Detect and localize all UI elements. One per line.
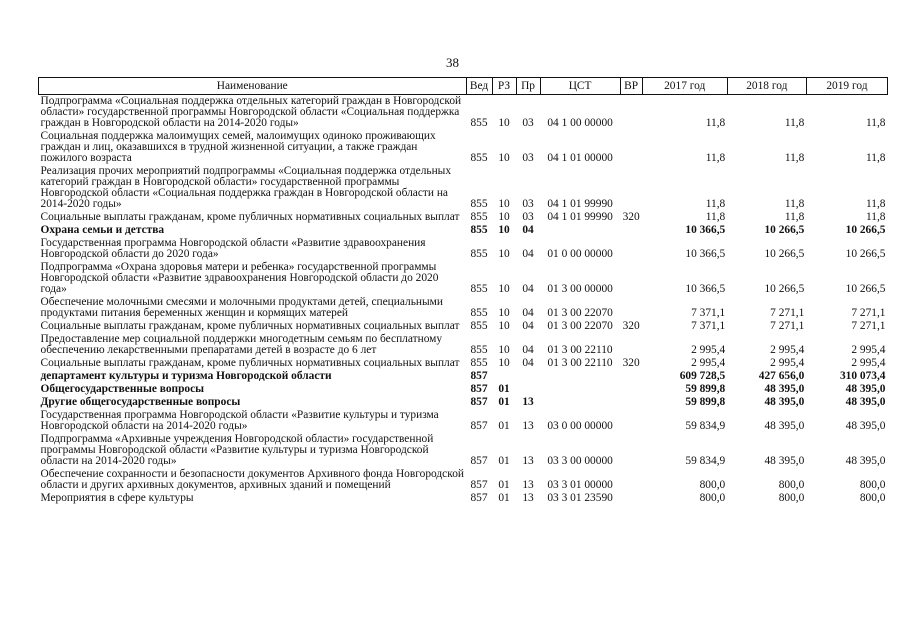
cell-ved: 855 — [470, 224, 488, 236]
cell-vr — [620, 492, 642, 505]
cell-rz: 10 — [498, 320, 510, 332]
cell-2018: 7 271,1 — [770, 320, 805, 332]
cell-2019: 48 395,0 — [845, 455, 886, 467]
cell-ved: 857 — [470, 479, 488, 491]
table-row — [39, 320, 888, 333]
cell-rz: 01 — [498, 383, 510, 395]
cell-rz: 10 — [498, 357, 510, 369]
cell-name: Подпрограмма «Архивные учреждения Новгородской области» государственной программы Новгородской области «Развитие культуры и туризма Новгородской области на 2014-2020 годы» — [40, 433, 434, 467]
cell-pr: 13 — [522, 492, 534, 504]
cell-cst — [540, 383, 620, 396]
cell-2019: 800,0 — [859, 492, 886, 504]
cell-2018: 48 395,0 — [764, 383, 805, 395]
cell-2017: 11,8 — [705, 117, 726, 129]
cell-rz: 01 — [498, 455, 510, 467]
cell-2017: 59 834,9 — [685, 455, 726, 467]
cell-ved: 855 — [470, 117, 488, 129]
cell-2019: 48 395,0 — [845, 420, 886, 432]
cell-cst: 01 3 00 22110 — [547, 344, 613, 356]
cell-ved: 855 — [470, 283, 488, 295]
cell-vr — [620, 433, 642, 468]
cell-2017: 7 371,1 — [691, 320, 726, 332]
cell-2018: 2 995,4 — [770, 344, 805, 356]
cell-name: Государственная программа Новгородской области «Развитие здравоохранения Новгородской области до 2020 года» — [40, 237, 426, 260]
table-row — [39, 261, 888, 296]
cell-ved: 855 — [470, 307, 488, 319]
cell-2018: 48 395,0 — [764, 455, 805, 467]
cell-2017: 10 366,5 — [685, 283, 726, 295]
cell-rz: 10 — [498, 211, 510, 223]
cell-pr: 03 — [522, 211, 534, 223]
cell-2018: 11,8 — [784, 198, 805, 210]
cell-2017: 10 366,5 — [685, 248, 726, 260]
cell-2019: 10 266,5 — [845, 283, 886, 295]
table-row — [39, 370, 888, 383]
header-name: Наименование — [39, 78, 467, 95]
cell-vr: 320 — [622, 357, 640, 369]
header-2019: 2019 год — [806, 78, 887, 95]
cell-cst: 03 3 01 00000 — [547, 479, 613, 491]
cell-name: Реализация прочих мероприятий подпрограммы «Социальная поддержка отдельных категорий граждан в Новгородской области» государственной программы Новгородской области «Социальная поддержка граждан в Новгородской области на 2014-2020 годы» — [40, 165, 452, 210]
cell-vr — [620, 370, 642, 383]
cell-2019: 2 995,4 — [851, 357, 886, 369]
cell-rz — [492, 370, 516, 383]
table-row — [39, 130, 888, 165]
cell-2017: 7 371,1 — [691, 307, 726, 319]
cell-2018: 48 395,0 — [764, 396, 805, 408]
cell-ved: 857 — [470, 455, 488, 467]
table-row — [39, 211, 888, 224]
cell-2017: 2 995,4 — [691, 357, 726, 369]
cell-2017: 800,0 — [699, 479, 726, 491]
cell-2018: 10 266,5 — [764, 283, 805, 295]
cell-cst: 04 1 01 99990 — [547, 198, 613, 210]
cell-ved: 857 — [470, 383, 488, 395]
cell-vr — [620, 261, 642, 296]
cell-rz: 10 — [498, 307, 510, 319]
cell-2018: 2 995,4 — [770, 357, 805, 369]
cell-cst: 04 1 00 00000 — [547, 117, 613, 129]
table-row — [39, 333, 888, 357]
cell-name: Другие общегосударственные вопросы — [40, 396, 241, 408]
cell-pr: 04 — [522, 320, 534, 332]
cell-vr — [620, 237, 642, 261]
cell-name: Охрана семьи и детства — [40, 224, 165, 236]
cell-rz: 10 — [498, 152, 510, 164]
cell-2018: 11,8 — [784, 211, 805, 223]
cell-vr: 320 — [622, 320, 640, 332]
cell-2017: 59 899,8 — [685, 396, 726, 408]
cell-2017: 800,0 — [699, 492, 726, 504]
cell-2019: 310 073,4 — [839, 370, 886, 382]
cell-2017: 59 834,9 — [685, 420, 726, 432]
cell-name: Мероприятия в сфере культуры — [40, 492, 194, 504]
cell-pr: 03 — [522, 152, 534, 164]
cell-rz: 01 — [498, 492, 510, 504]
cell-2018: 48 395,0 — [764, 420, 805, 432]
table-row — [39, 409, 888, 433]
cell-cst: 01 0 00 00000 — [547, 248, 613, 260]
cell-2019: 2 995,4 — [851, 344, 886, 356]
header-pr: Пр — [516, 78, 540, 95]
cell-name: Социальные выплаты гражданам, кроме публичных нормативных социальных выплат — [40, 320, 460, 332]
cell-ved: 857 — [470, 420, 488, 432]
cell-rz: 10 — [498, 344, 510, 356]
cell-pr: 03 — [522, 198, 534, 210]
table-row — [39, 237, 888, 261]
cell-rz: 01 — [498, 420, 510, 432]
cell-ved: 855 — [470, 357, 488, 369]
cell-2018: 10 266,5 — [764, 224, 805, 236]
cell-pr — [516, 370, 540, 383]
cell-name: Предоставление мер социальной поддержки многодетным семьям по бесплатному обеспечению лекарственными препаратами детей в возрасте до 6 лет — [40, 333, 443, 356]
cell-2018: 7 271,1 — [770, 307, 805, 319]
cell-2019: 10 266,5 — [845, 248, 886, 260]
cell-name: Подпрограмма «Социальная поддержка отдельных категорий граждан в Новгородской области» государственной программы Новгородской области «Социальная поддержка граждан в Новгородской области на 2014-2020 годы» — [40, 95, 462, 129]
table-row — [39, 357, 888, 370]
cell-vr — [620, 130, 642, 165]
cell-pr: 04 — [522, 248, 534, 260]
cell-2017: 59 899,8 — [685, 383, 726, 395]
cell-2018: 800,0 — [778, 479, 805, 491]
cell-pr: 04 — [522, 307, 534, 319]
cell-pr — [516, 383, 540, 396]
cell-ved: 855 — [470, 320, 488, 332]
cell-ved: 855 — [470, 344, 488, 356]
cell-name: Подпрограмма «Охрана здоровья матери и ребенка» государственной программы Новгородской области «Развитие здравоохранения Новгородской области до 2020 года» — [40, 261, 439, 295]
cell-pr: 04 — [522, 357, 534, 369]
cell-vr — [620, 165, 642, 211]
cell-cst: 04 1 01 00000 — [547, 152, 613, 164]
header-2018: 2018 год — [727, 78, 806, 95]
cell-2017: 11,8 — [705, 198, 726, 210]
cell-cst: 01 3 00 00000 — [547, 283, 613, 295]
cell-rz: 01 — [498, 479, 510, 491]
cell-vr — [620, 95, 642, 131]
cell-2018: 11,8 — [784, 152, 805, 164]
cell-2018: 427 656,0 — [758, 370, 805, 382]
cell-name: Государственная программа Новгородской области «Развитие культуры и туризма Новгородской области на 2014-2020 годы» — [40, 409, 439, 432]
cell-ved: 855 — [470, 211, 488, 223]
cell-cst: 01 3 00 22070 — [547, 307, 613, 319]
cell-pr: 13 — [522, 396, 534, 408]
cell-ved: 857 — [470, 492, 488, 504]
cell-ved: 855 — [470, 248, 488, 260]
header-rz: РЗ — [492, 78, 516, 95]
cell-name: Социальная поддержка малоимущих семей, малоимущих одиноко проживающих граждан и лиц, оказавшихся в трудной жизненной ситуации, а также граждан пожилого возраста — [40, 130, 436, 164]
cell-rz: 01 — [498, 396, 510, 408]
cell-2019: 48 395,0 — [845, 396, 886, 408]
table-body — [39, 95, 888, 506]
cell-2019: 11,8 — [865, 117, 886, 129]
cell-name: Общегосударственные вопросы — [40, 383, 205, 395]
cell-ved: 855 — [470, 152, 488, 164]
cell-2017: 10 366,5 — [685, 224, 726, 236]
cell-rz: 10 — [498, 117, 510, 129]
cell-vr — [620, 383, 642, 396]
cell-rz: 10 — [498, 198, 510, 210]
table-row — [39, 296, 888, 320]
cell-vr — [620, 333, 642, 357]
table-row — [39, 396, 888, 409]
cell-name: департамент культуры и туризма Новгородской области — [40, 370, 332, 382]
header-cst: ЦСТ — [540, 78, 620, 95]
cell-cst: 01 3 00 22070 — [547, 320, 613, 332]
cell-vr: 320 — [622, 211, 640, 223]
cell-pr: 13 — [522, 479, 534, 491]
cell-pr: 04 — [522, 283, 534, 295]
cell-2019: 10 266,5 — [845, 224, 886, 236]
cell-2019: 7 271,1 — [851, 320, 886, 332]
cell-2019: 7 271,1 — [851, 307, 886, 319]
cell-2018: 800,0 — [778, 492, 805, 504]
cell-2017: 2 995,4 — [691, 344, 726, 356]
table-row — [39, 165, 888, 211]
cell-cst: 03 3 01 23590 — [547, 492, 613, 504]
cell-2019: 11,8 — [865, 152, 886, 164]
cell-name: Обеспечение сохранности и безопасности документов Архивного фонда Новгородской области и других архивных документов, архивных зданий и помещений — [40, 468, 464, 491]
table-header-row — [39, 78, 888, 95]
cell-pr: 03 — [522, 117, 534, 129]
cell-2017: 609 728,5 — [679, 370, 726, 382]
cell-2019: 11,8 — [865, 198, 886, 210]
cell-name: Обеспечение молочными смесями и молочными продуктами детей, специальными продуктами питания беременных женщин и кормящих матерей — [40, 296, 443, 319]
table-row — [39, 95, 888, 131]
cell-ved: 857 — [470, 396, 488, 408]
table-row — [39, 492, 888, 505]
cell-cst: 03 0 00 00000 — [547, 420, 613, 432]
cell-rz: 10 — [498, 248, 510, 260]
cell-2017: 11,8 — [705, 211, 726, 223]
header-vr: ВР — [620, 78, 642, 95]
budget-table — [38, 77, 888, 505]
cell-2019: 11,8 — [865, 211, 886, 223]
cell-vr — [620, 296, 642, 320]
header-ved: Вед — [466, 78, 492, 95]
cell-rz: 10 — [498, 283, 510, 295]
cell-cst — [540, 396, 620, 409]
cell-cst: 04 1 01 99990 — [547, 211, 613, 223]
cell-2018: 10 266,5 — [764, 248, 805, 260]
cell-2018: 11,8 — [784, 117, 805, 129]
cell-pr: 13 — [522, 455, 534, 467]
cell-vr — [620, 224, 642, 237]
cell-vr — [620, 409, 642, 433]
cell-pr: 04 — [522, 224, 534, 236]
cell-name: Социальные выплаты гражданам, кроме публичных нормативных социальных выплат — [40, 357, 460, 369]
cell-pr: 04 — [522, 344, 534, 356]
page-number: 38 — [446, 55, 459, 70]
header-2017: 2017 год — [642, 78, 727, 95]
cell-cst — [540, 370, 620, 383]
cell-ved: 855 — [470, 198, 488, 210]
cell-cst: 03 3 00 00000 — [547, 455, 613, 467]
table-row — [39, 433, 888, 468]
cell-name: Социальные выплаты гражданам, кроме публичных нормативных социальных выплат — [40, 211, 460, 223]
table-row — [39, 224, 888, 237]
cell-2017: 11,8 — [705, 152, 726, 164]
table-row — [39, 383, 888, 396]
cell-2019: 48 395,0 — [845, 383, 886, 395]
cell-cst: 01 3 00 22110 — [547, 357, 613, 369]
cell-vr — [620, 396, 642, 409]
cell-ved: 857 — [470, 370, 488, 382]
table-row — [39, 468, 888, 492]
cell-vr — [620, 468, 642, 492]
cell-rz: 10 — [498, 224, 510, 236]
cell-pr: 13 — [522, 420, 534, 432]
cell-cst — [540, 224, 620, 237]
cell-2019: 800,0 — [859, 479, 886, 491]
